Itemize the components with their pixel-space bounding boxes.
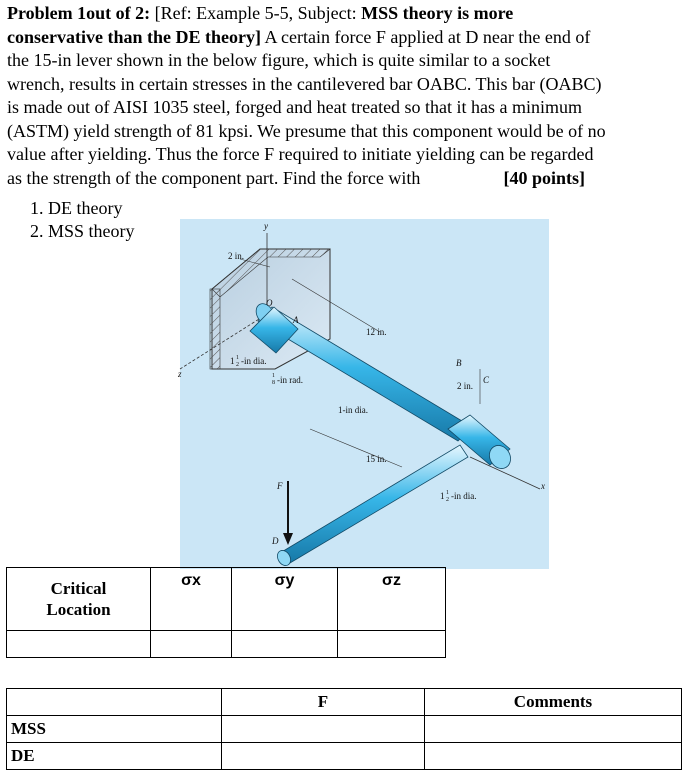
label-2in-right: 2 in.	[457, 381, 474, 391]
row-label-mss: MSS	[7, 716, 222, 743]
result-row-mss	[7, 716, 682, 743]
problem-ref: [Ref: Example 5-5, Subject:	[150, 3, 362, 23]
problem-line-2	[7, 26, 691, 50]
header-critical-line1: Critical	[50, 579, 107, 598]
cell-mss-f[interactable]	[222, 716, 425, 743]
label-rad-den: 8	[272, 380, 275, 386]
cell-critical-location[interactable]	[7, 631, 151, 658]
header-critical-line2: Location	[46, 600, 111, 619]
problem-statement	[7, 2, 691, 190]
cell-sigma-x[interactable]	[151, 631, 232, 658]
result-table-header	[7, 689, 682, 716]
label-b: B	[456, 358, 462, 368]
problem-line-5: is made out of AISI 1035 steel, forged and heat treated so that it has a minimum	[7, 97, 583, 117]
header-sigma-y: σy	[232, 568, 338, 631]
points-badge: [40 points]	[503, 167, 585, 188]
problem-line-3: the 15-in lever shown in the below figure, which is quite similar to a socket	[7, 50, 551, 70]
problem-subject-1: MSS theory is more	[361, 3, 514, 23]
label-f: F	[277, 481, 283, 491]
row-label-de: DE	[7, 743, 222, 770]
wall-hatch-side	[210, 289, 220, 369]
label-dia-right-den: 2	[446, 497, 449, 503]
stress-table	[6, 567, 446, 658]
label-dia-left-num: 1	[236, 355, 239, 361]
label-rad-text: -in rad.	[277, 375, 303, 385]
problem-line-7: value after yielding. Thus the force F required to initiate yielding can be regarded	[7, 144, 594, 164]
force-arrow-head	[283, 533, 293, 545]
theory-item-de: 1. DE theory	[30, 198, 123, 218]
result-table	[6, 688, 682, 770]
label-2in-top: 2 in.	[228, 251, 245, 261]
theory-item-mss: 2. MSS theory	[30, 221, 135, 241]
header-f: F	[222, 689, 425, 716]
cantilever-figure	[180, 219, 549, 569]
stress-table-header	[7, 568, 446, 631]
label-o: O	[266, 298, 273, 308]
problem-label: Problem 1out of 2:	[7, 3, 151, 23]
problem-line-8: as the strength of the component part. Find the force with	[7, 167, 421, 188]
label-c: C	[483, 375, 490, 385]
cell-de-f[interactable]	[222, 743, 425, 770]
header-sigma-x: σx	[151, 568, 232, 631]
cantilever-diagram	[180, 219, 549, 569]
label-dia-right-int: 1	[440, 491, 445, 501]
problem-line-6: (ASTM) yield strength of 81 kpsi. We presume that this component would be of no	[7, 120, 606, 141]
label-x: x	[541, 481, 545, 491]
result-row-de	[7, 743, 682, 770]
label-dia-left-int: 1	[230, 356, 235, 366]
label-rad-num: 1	[272, 373, 275, 379]
header-empty	[7, 689, 222, 716]
cell-sigma-z[interactable]	[338, 631, 446, 658]
label-y: y	[264, 221, 268, 231]
cell-de-comments[interactable]	[425, 743, 682, 770]
label-dia-right-text: -in dia.	[451, 491, 477, 501]
label-z: z	[178, 369, 182, 379]
label-15in: 15 in.	[366, 454, 387, 464]
label-dia-left-den: 2	[236, 362, 239, 368]
label-1in-dia: 1-in dia.	[338, 405, 368, 415]
cell-sigma-y[interactable]	[232, 631, 338, 658]
problem-line-1	[7, 2, 691, 26]
dim-15in	[310, 429, 402, 467]
label-12in: 12 in.	[366, 327, 387, 337]
label-a: A	[293, 315, 299, 325]
label-dia-right-num: 1	[446, 490, 449, 496]
header-critical-location	[7, 568, 151, 631]
cell-mss-comments[interactable]	[425, 716, 682, 743]
label-dia-left-text: -in dia.	[241, 356, 267, 366]
problem-subject-2: conservative than the DE theory]	[7, 26, 261, 47]
header-sigma-z: σz	[338, 568, 446, 631]
label-d: D	[272, 536, 279, 546]
problem-line-4: wrench, results in certain stresses in the cantilevered bar OABC. This bar (OABC)	[7, 73, 602, 94]
theory-list	[30, 197, 135, 243]
header-comments: Comments	[425, 689, 682, 716]
stress-table-row	[7, 631, 446, 658]
problem-line-2-rest: A certain force F applied at D near the end of	[260, 26, 591, 47]
